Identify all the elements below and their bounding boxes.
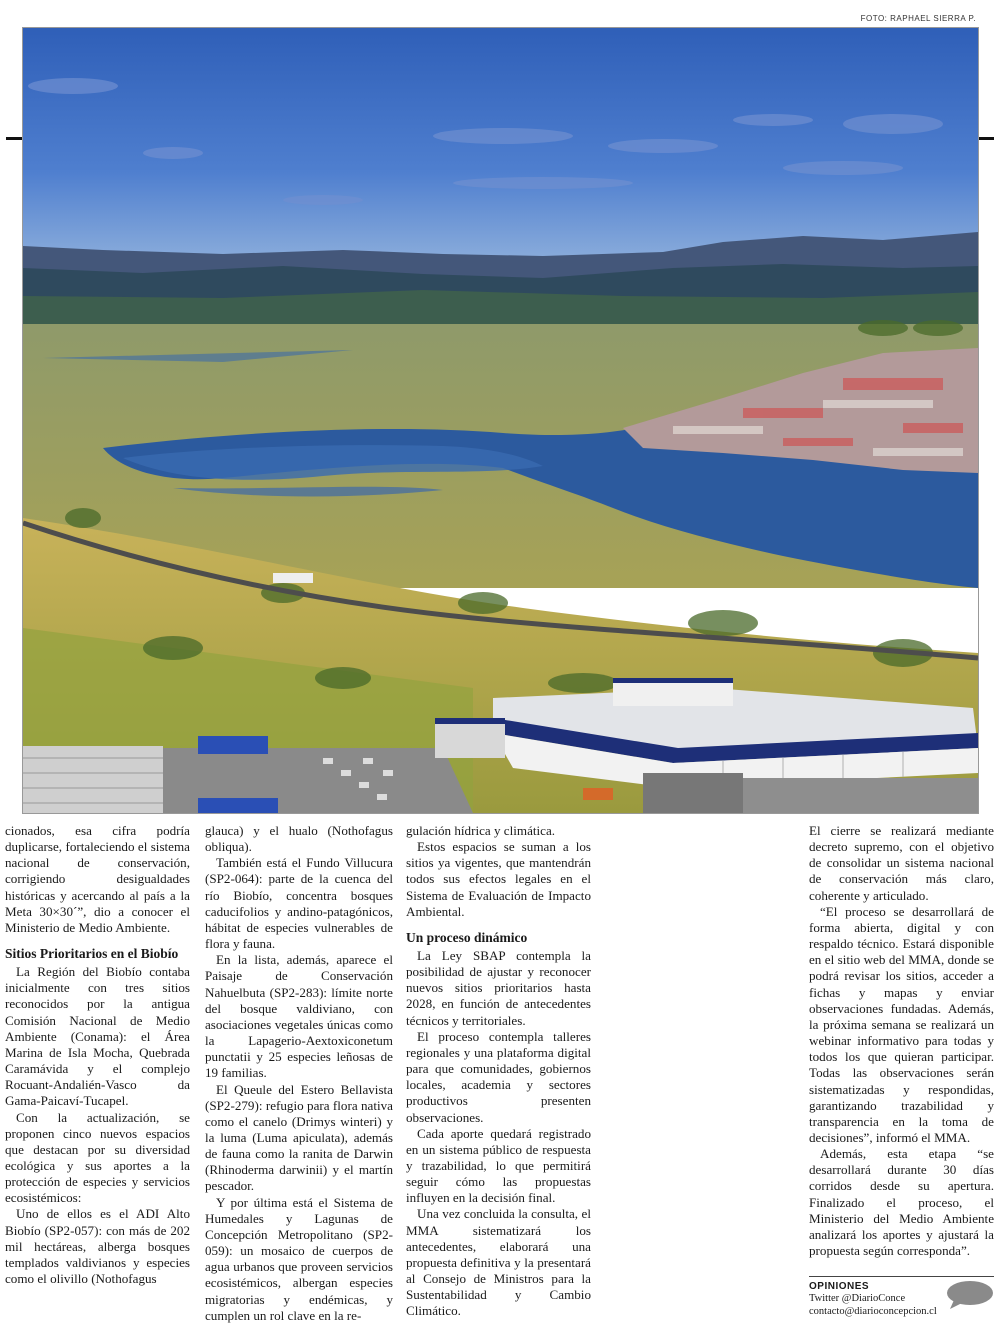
industrial-lot [143, 748, 473, 813]
article-column-4 [809, 823, 994, 1273]
paragraph: Uno de ellos es el ADI Alto Biobío (SP2-057): con más de 202 mil hectáreas, alberga bosques templados valdivianos y especies como el olivillo (Nothofagus [5, 1206, 190, 1287]
paragraph: Con la actualización, se proponen cinco nuevos espacios que destacan por su diversidad ecológica y sus aportes a la protección de especies y servicios ecosistémicos: [5, 1109, 190, 1206]
paragraph: Estos espacios se suman a los sitios ya vigentes, que mantendrán todos sus efectos legales en el Sistema de Evaluación de Impacto Ambiental. [406, 839, 591, 919]
paragraph: cionados, esa cifra podría duplicarse, fortaleciendo el sistema nacional de conservación, corrigiendo desigualdades históricas y acercando al país a la Meta 30×30´”, dio a conocer el Ministerio de Medio Ambiente. [5, 823, 190, 935]
section-heading: Un proceso dinámico [406, 929, 528, 945]
paragraph: También está el Fundo Villucura (SP2-064): parte de la cuenca del río Biobío, concentra bosques caducifolios y andino-patagónicos, hábitat de especies vulnerables de flora y fauna. [205, 855, 393, 952]
speech-bubble-icon [946, 1280, 994, 1310]
twitter-handle[interactable]: Twitter @DiarioConce [809, 1293, 906, 1304]
paragraph: Una vez concluida la consulta, el MMA sistematizará los antecedentes, elaborará una propuesta definitiva y la presentará al Consejo de Ministros para la Sustentabilidad y Cambio Climático. [406, 1206, 591, 1319]
contact-email[interactable]: contacto@diarioconcepcion.cl [809, 1306, 937, 1317]
paragraph: Y por última está el Sistema de Humedales y Lagunas de Concepción Metropolitano (SP2-059): un mosaico de cuerpos de agua urbanos que proveen servicios ecosistémicos, albergan especies migratorias y endémicas, y cumplen un rol clave en la re- [205, 1194, 393, 1323]
paragraph: “El proceso se desarrollará de forma abierta, digital y con respaldo técnico. Estará disponible en el sitio web del MMA, donde se podrá revisar los sitios, acceder a fichas y mapas y enviar observaciones fundadas. Además, la próxima semana se realizará un webinar informativo para todas y todos los que quieran participar. Todas las observaciones serán sistematizadas y respondidas, garantizando trazabilidad y transparencia en la toma de decisiones”, informó el MMA. [809, 903, 994, 1145]
paragraph: gulación hídrica y climática. [406, 823, 556, 838]
paragraph: La Región del Biobío contaba inicialmente con tres sitios reconocidos por la antigua Comisión Nacional de Medio Ambiente (Conama): el Área Marina de Isla Mocha, Quebrada Caramávida y el complejo Rocuant-Andalién-Vasco da Gama-Paicaví-Tucapel. [5, 964, 190, 1109]
paragraph: Cada aporte quedará registrado en un sistema público de respuesta y trazabilidad, lo que permitirá seguir cómo las propuestas influyen en la decisión final. [406, 1125, 591, 1206]
photo-credit: FOTO: RAPHAEL SIERRA P. [860, 14, 976, 23]
footer-label: OPINIONES [809, 1281, 870, 1292]
article-column-2 [205, 823, 393, 1328]
paragraph: Además, esta etapa “se desarrollará durante 30 días corridos desde su apertura. Finalizado el proceso, el Ministerio del Medio Ambiente analizará los aportes y ajustará la propuesta según corresponda”. [809, 1146, 994, 1259]
paragraph: La Ley SBAP contempla la posibilidad de ajustar y reconocer nuevos sitios prioritarios hasta 2028, en función de antecedentes técnicos y territoriales. [406, 947, 591, 1028]
paragraph: En la lista, además, aparece el Paisaje de Conservación Nahuelbuta (SP2-283): límite norte del bosque valdiviano, con asociaciones vegetales únicas como la Lapagerio-Aextoxiconetum punctatii y 25 especies leñosas de 19 familias. [205, 952, 393, 1081]
paragraph: El proceso contempla talleres regionales y una plataforma digital para que comunidades, gobiernos locales, academia y sectores productivos presenten observaciones. [406, 1028, 591, 1125]
aerial-photo [22, 27, 979, 814]
section-heading: Sitios Prioritarios en el Biobío [5, 946, 179, 962]
paragraph: glauca) y el hualo (Nothofagus obliqua). [205, 823, 393, 855]
paragraph: El cierre se realizará mediante decreto supremo, con el objetivo de consolidar un sistema nacional de conservación más claro, coherente y articulado. [809, 823, 994, 903]
article-column-1 [5, 823, 190, 1328]
article-column-3 [406, 823, 591, 1328]
paragraph: El Queule del Estero Bellavista (SP2-279): refugio para flora nativa como el canelo (Drimys winteri) y la luma (Luma apiculata), además de fauna como la ranita de Darwin (Rhinoderma darwinii) y el martín pescador. [205, 1081, 393, 1194]
